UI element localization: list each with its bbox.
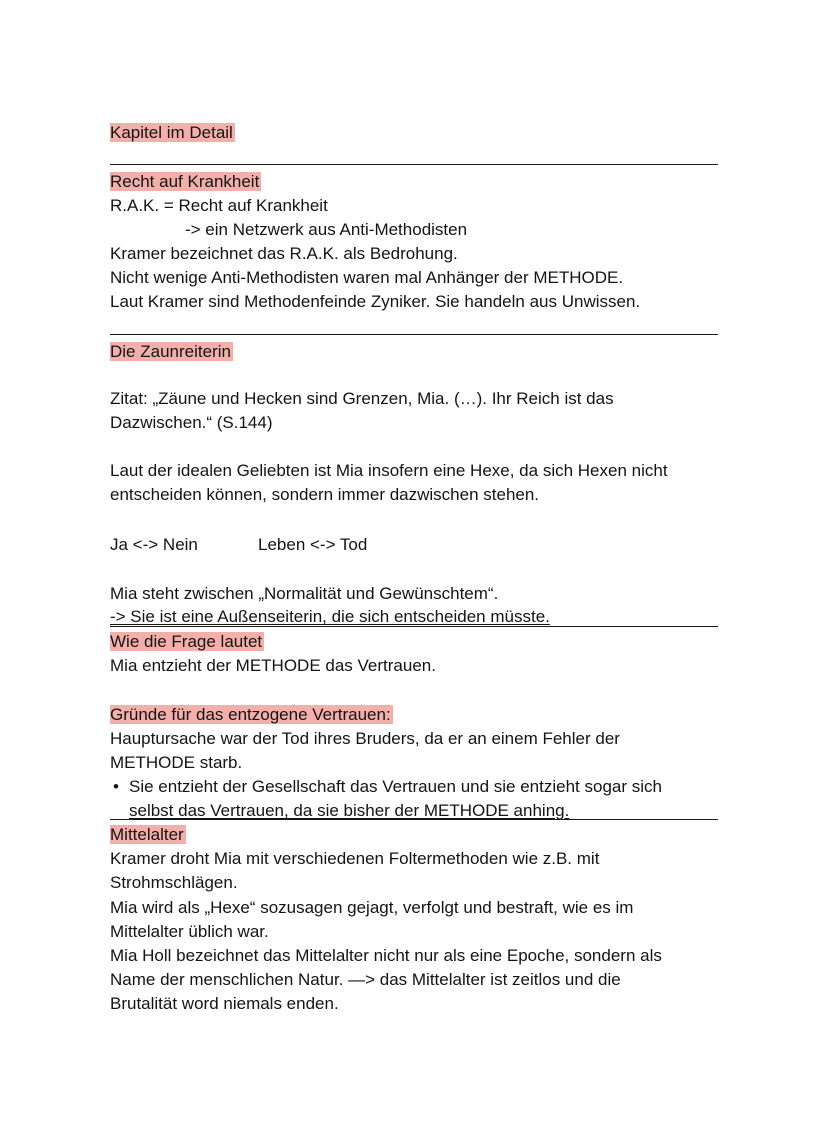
text-line: Nicht wenige Anti-Methodisten waren mal Anhänger der METHODE. (110, 268, 624, 287)
section-heading-frage (110, 630, 264, 654)
text-line: Laut der idealen Geliebten ist Mia insofern eine Hexe, da sich Hexen nicht (110, 461, 668, 480)
reasons-heading (110, 703, 393, 727)
document-title (110, 121, 235, 145)
divider (110, 334, 718, 335)
text-line: -> Sie ist eine Außenseiterin, die sich entscheiden müsste. (110, 607, 550, 626)
section-heading-zaunreiterin-text: Die Zaunreiterin (110, 342, 231, 361)
quote-line: Zitat: „Zäune und Hecken sind Grenzen, Mia. (…). Ihr Reich ist das (110, 389, 614, 408)
text-line: Kramer droht Mia mit verschiedenen Foltermethoden wie z.B. mit (110, 849, 600, 868)
document-title-text: Kapitel im Detail (110, 123, 233, 142)
opposite-leben-tod: Leben <-> Tod (258, 535, 368, 554)
section-heading-frage-text: Wie die Frage lautet (110, 632, 263, 651)
text-line: Name der menschlichen Natur. —> das Mittelalter ist zeitlos und die (110, 970, 621, 989)
section-heading-zaunreiterin (110, 340, 233, 364)
text-line: Mia steht zwischen „Normalität und Gewünschtem“. (110, 584, 499, 603)
quote-line: Dazwischen.“ (S.144) (110, 413, 273, 432)
divider (110, 819, 718, 820)
bullet-text-line: selbst das Vertrauen, da sie bisher der METHODE anhing. (129, 801, 570, 820)
text-line: Mia wird als „Hexe“ sozusagen gejagt, verfolgt und bestraft, wie es im (110, 898, 634, 917)
text-line: R.A.K. = Recht auf Krankheit (110, 196, 328, 215)
text-line: Mia Holl bezeichnet das Mittelalter nicht nur als eine Epoche, sondern als (110, 946, 662, 965)
opposite-ja-nein: Ja <-> Nein (110, 535, 198, 554)
text-line: Laut Kramer sind Methodenfeinde Zyniker. Sie handeln aus Unwissen. (110, 292, 641, 311)
section-heading-rak-text: Recht auf Krankheit (110, 172, 260, 191)
text-line: Kramer bezeichnet das R.A.K. als Bedrohung. (110, 244, 458, 263)
bullet-point: • (113, 777, 119, 796)
section-heading-mittelalter (110, 823, 186, 847)
text-line: Mia entzieht der METHODE das Vertrauen. (110, 656, 436, 675)
reasons-heading-text: Gründe für das entzogene Vertrauen: (110, 705, 391, 724)
text-line: Hauptursache war der Tod ihres Bruders, da er an einem Fehler der (110, 729, 620, 748)
divider (110, 164, 718, 165)
section-heading-rak (110, 170, 261, 194)
divider (110, 626, 718, 627)
text-line: METHODE starb. (110, 753, 243, 772)
text-line: Mittelalter üblich war. (110, 922, 269, 941)
text-line: Strohmschlägen. (110, 873, 238, 892)
bullet-text-line: Sie entzieht der Gesellschaft das Vertrauen und sie entzieht sogar sich (129, 777, 662, 796)
text-line: Brutalität word niemals enden. (110, 994, 339, 1013)
text-line: entscheiden können, sondern immer dazwischen stehen. (110, 485, 540, 504)
section-heading-mittelalter-text: Mittelalter (110, 825, 184, 844)
text-line: -> ein Netzwerk aus Anti-Methodisten (185, 220, 468, 239)
